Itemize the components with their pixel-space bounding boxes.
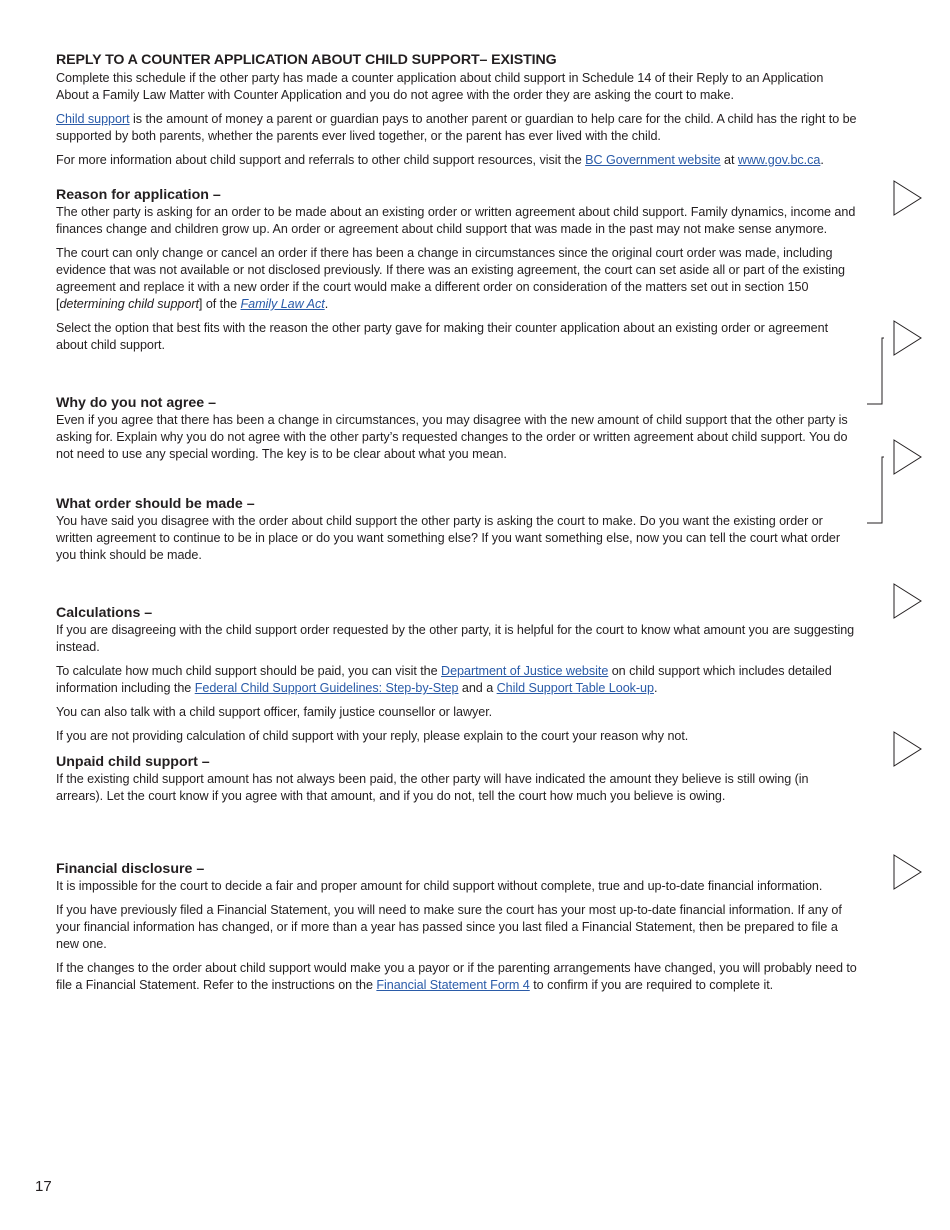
page-content [56,51,858,1001]
why-paragraph: Even if you agree that there has been a change in circumstances, you may disagree with the new amount of child support that the other party is asking for. Explain why you do not agree with the other party’s requested changes to the order or written agreement about child support. You do not need to use any special wording. The key is to be clear about what you mean. [56,413,848,461]
bracket-connector-icon [866,456,884,524]
calc-paragraph-4: If you are not providing calculation of child support with your reply, please explain to the court your reason why not. [56,729,689,743]
reason-heading: Reason for application – [56,187,221,203]
child-support-link[interactable]: Child support [56,112,130,126]
why-heading: Why do you not agree – [56,395,217,411]
triangle-arrow-right-icon [893,854,923,890]
calc-paragraph-3: You can also talk with a child support officer, family justice counsellor or lawyer. [56,705,493,719]
guidelines-step-by-step-link[interactable]: Federal Child Support Guidelines: Step-by-Step [194,681,459,695]
triangle-arrow-right-icon [893,320,923,356]
triangle-arrow-right-icon [893,731,923,767]
table-look-up-link[interactable]: Child Support Table Look-up [496,681,654,695]
bracket-connector-icon [866,337,884,405]
reason-paragraph-2: The court can only change or cancel an order if there has been a change in circumstances since the original court order was made, including evidence that was not available or not disclosed previously. If there was an existing agreement, the court can set aside all or part of the existing agreement and replace it with a new order if the court would make a different order on consideration of the matters set out in section 150 [determining child support] of the Family Law Act. [56,246,846,311]
page-number: 17 [35,1178,52,1195]
triangle-arrow-right-icon [893,583,923,619]
financial-heading: Financial disclosure – [56,861,205,877]
calc-paragraph-1: If you are disagreeing with the child support order requested by the other party, it is helpful for the court to know what amount you are suggesting instead. [56,623,855,654]
triangle-arrow-right-icon [893,439,923,475]
financial-paragraph-1: It is impossible for the court to decide a fair and proper amount for child support without complete, true and up-to-date financial information. [56,879,823,893]
calc-paragraph-2: To calculate how much child support should be paid, you can visit the Department of Justice website on child support which includes detailed information including the Federal Child Support Guidelines: Step-by-Step and a Child Support Table Look-up. [56,664,832,695]
gov-bc-ca-link[interactable]: www.gov.bc.ca [737,153,821,167]
unpaid-paragraph: If the existing child support amount has not always been paid, the other party will have indicated the amount they believe is still owing (in arrears). Let the court know if you agree with that amount, and if you do not, tell the court how much you believe is owing. [56,772,809,803]
family-law-act-link[interactable]: Family Law Act [240,297,325,311]
triangle-arrow-right-icon [893,180,923,216]
calc-heading: Calculations – [56,605,153,621]
intro-paragraph: Complete this schedule if the other party has made a counter application about child support in Schedule 14 of their Reply to an Application About a Family Law Matter with Counter Application and you do not agree with the order they are asking the court to make. [56,71,824,102]
page-title: REPLY TO A COUNTER APPLICATION ABOUT CHILD SUPPORT– EXISTING [56,52,557,68]
reason-paragraph-3: Select the option that best fits with the reason the other party gave for making their counter application about an existing order or agreement about child support. [56,321,829,352]
financial-statement-form-link[interactable]: Financial Statement Form 4 [376,978,530,992]
order-paragraph: You have said you disagree with the order about child support the other party is asking the court to make. Do you want the existing order or written agreement to continue to be in place or do you want something else? If you want something else, now you can tell the court what order you think should be made. [56,514,841,562]
financial-paragraph-3: If the changes to the order about child support would make you a payor or if the parenting arrangements have changed, you will probably need to file a Financial Statement. Refer to the instructions on the Financial Statement Form 4 to confirm if you are required to complete it. [56,961,857,992]
more-info-paragraph: For more information about child support and referrals to other child support resources, visit the BC Government website at www.gov.bc.ca. [56,153,824,167]
department-of-justice-link[interactable]: Department of Justice website [441,664,609,678]
bc-government-link[interactable]: BC Government website [585,153,721,167]
unpaid-heading: Unpaid child support – [56,754,210,770]
order-heading: What order should be made – [56,496,255,512]
child-support-definition: Child support is the amount of money a parent or guardian pays to another parent or guardian to help care for the child. A child has the right to be supported by both parents, whether the parents ever lived together, or the parent has ever lived with the child. [56,112,857,143]
financial-paragraph-2: If you have previously filed a Financial Statement, you will need to make sure the court has your most up-to-date financial information. If any of your financial information has changed, or if more than a year has passed since you last filed a Financial Statement, then be prepared to file a new one. [56,903,842,951]
reason-paragraph-1: The other party is asking for an order to be made about an existing order or written agreement about child support. Family dynamics, income and finances change and children grow up. An order or agreement about child support that was made in the past may not make sense anymore. [56,205,856,236]
